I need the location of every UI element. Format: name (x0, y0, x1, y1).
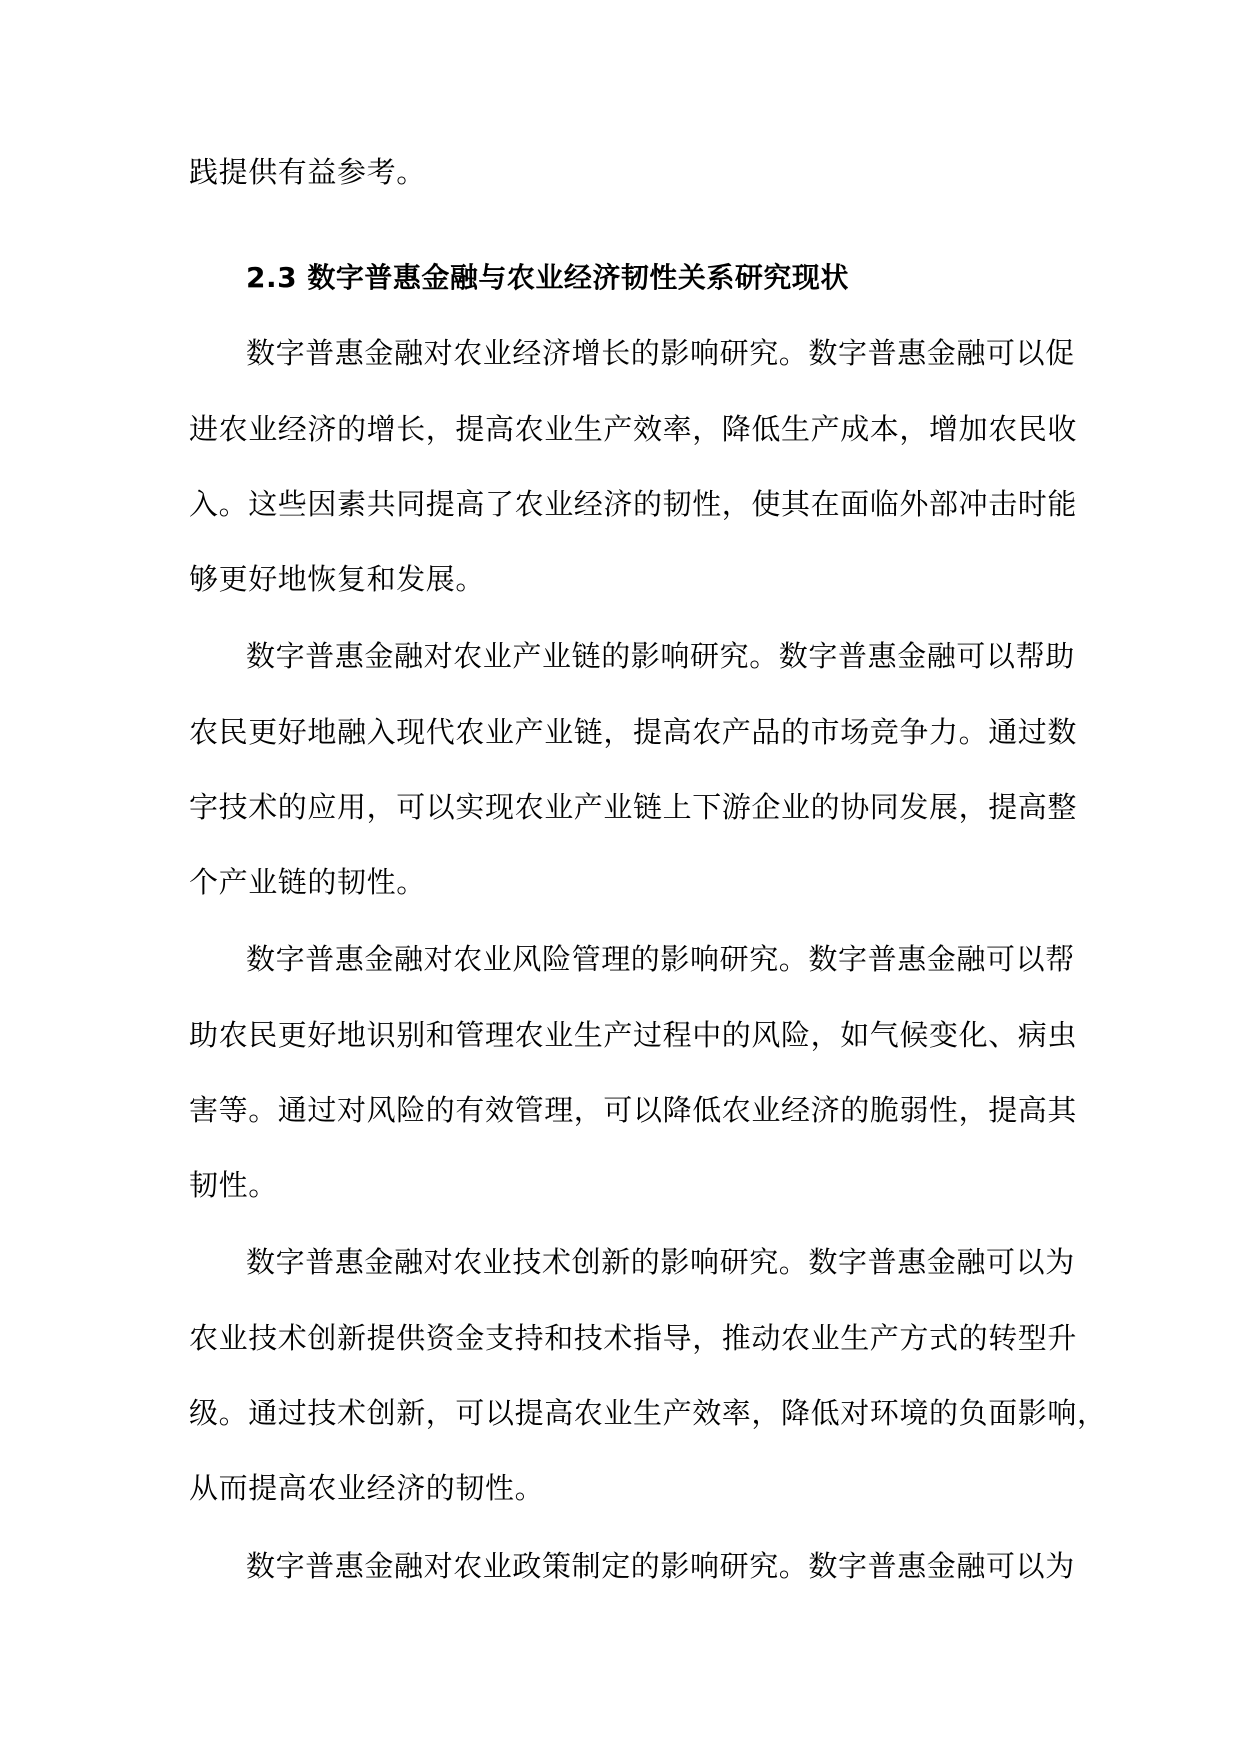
paragraph-line: 韧性。 (189, 1168, 278, 1202)
paragraph-line: 数字普惠金融对农业产业链的影响研究。数字普惠金融可以帮助 (246, 639, 1075, 673)
paragraph-line: 入。这些因素共同提高了农业经济的韧性，使其在面临外部冲击时能 (189, 487, 1078, 521)
paragraph-line: 农民更好地融入现代农业产业链，提高农产品的市场竞争力。通过数 (189, 715, 1078, 749)
paragraph-line: 害等。通过对风险的有效管理，可以降低农业经济的脆弱性，提高其 (189, 1093, 1078, 1127)
paragraph-line: 进农业经济的增长，提高农业生产效率，降低生产成本，增加农民收 (189, 412, 1078, 446)
section-heading: 2.3 数字普惠金融与农业经济韧性关系研究现状 (246, 261, 849, 294)
paragraph-line: 数字普惠金融对农业技术创新的影响研究。数字普惠金融可以为 (246, 1245, 1075, 1279)
paragraph-line: 够更好地恢复和发展。 (189, 562, 486, 596)
paragraph-line: 个产业链的韧性。 (189, 865, 426, 899)
paragraph-line: 数字普惠金融对农业风险管理的影响研究。数字普惠金融可以帮 (246, 942, 1075, 976)
continuation-line: 践提供有益参考。 (189, 155, 426, 189)
paragraph-line: 从而提高农业经济的韧性。 (189, 1471, 545, 1505)
paragraph-line: 级。通过技术创新，可以提高农业生产效率，降低对环境的负面影响， (189, 1396, 1107, 1430)
paragraph-line: 字技术的应用，可以实现农业产业链上下游企业的协同发展，提高整 (189, 790, 1078, 824)
paragraph-line: 农业技术创新提供资金支持和技术指导，推动农业生产方式的转型升 (189, 1321, 1078, 1355)
paragraph-line: 数字普惠金融对农业经济增长的影响研究。数字普惠金融可以促 (246, 336, 1075, 370)
paragraph-line: 数字普惠金融对农业政策制定的影响研究。数字普惠金融可以为 (246, 1549, 1075, 1583)
paragraph-line: 助农民更好地识别和管理农业生产过程中的风险，如气候变化、病虫 (189, 1018, 1078, 1052)
